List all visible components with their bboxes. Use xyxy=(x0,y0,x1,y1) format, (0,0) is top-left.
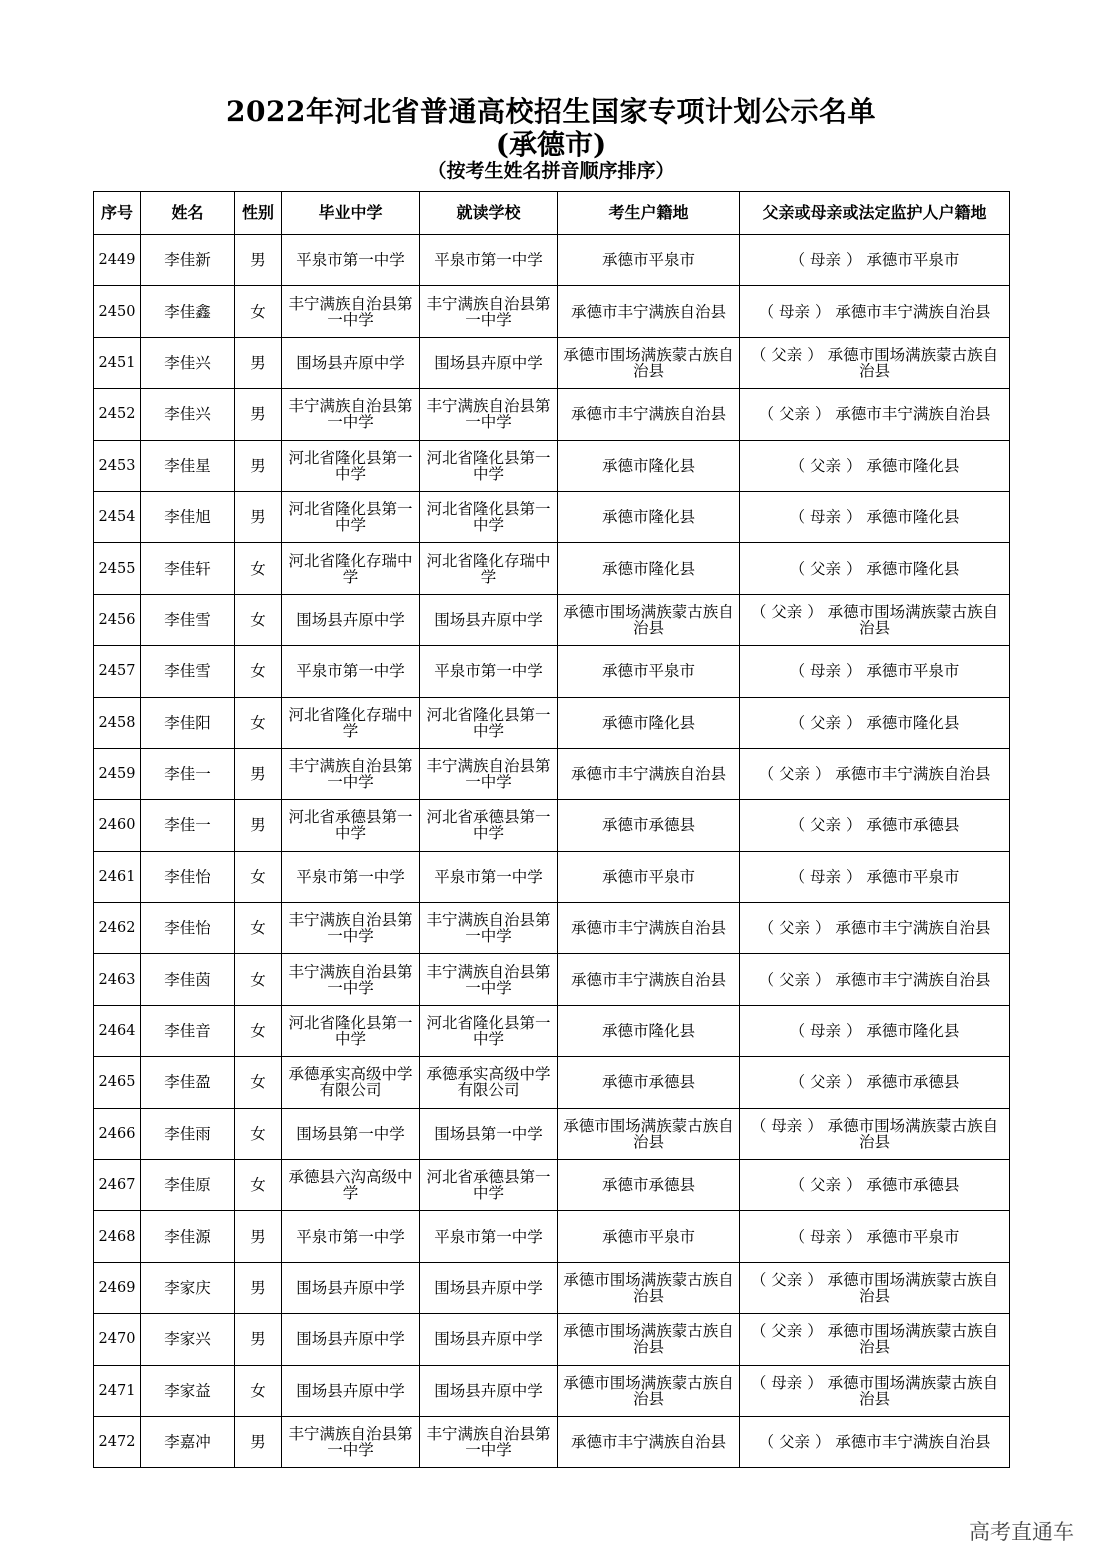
cell-gender: 男 xyxy=(235,337,282,388)
cell-gender: 女 xyxy=(235,1005,282,1056)
cell-guardian-hukou: （ 父亲 ） 承德市承德县 xyxy=(740,800,1010,851)
table-row xyxy=(94,954,1010,1005)
cell-student-hukou: 承德市隆化县 xyxy=(558,491,740,542)
cell-name: 李佳兴 xyxy=(141,389,235,440)
cell-gender: 女 xyxy=(235,1108,282,1159)
cell-student-hukou: 承德市围场满族蒙古族自治县 xyxy=(558,337,740,388)
table-row xyxy=(94,851,1010,902)
cell-gender: 男 xyxy=(235,491,282,542)
cell-name: 李佳盈 xyxy=(141,1057,235,1108)
table-row xyxy=(94,697,1010,748)
cell-name: 李佳兴 xyxy=(141,337,235,388)
cell-current-school: 平泉市第一中学 xyxy=(420,1211,558,1262)
table-row xyxy=(94,389,1010,440)
cell-student-hukou: 承德市围场满族蒙古族自治县 xyxy=(558,1108,740,1159)
cell-current-school: 丰宁满族自治县第一中学 xyxy=(420,748,558,799)
cell-gender: 女 xyxy=(235,594,282,645)
cell-name: 李佳旭 xyxy=(141,491,235,542)
cell-student-hukou: 承德市平泉市 xyxy=(558,646,740,697)
cell-guardian-hukou: （ 父亲 ） 承德市承德县 xyxy=(740,1057,1010,1108)
cell-graduation-school: 承德县六沟高级中学 xyxy=(282,1160,420,1211)
cell-seq: 2472 xyxy=(94,1416,141,1467)
cell-student-hukou: 承德市丰宁满族自治县 xyxy=(558,748,740,799)
cell-gender: 男 xyxy=(235,1211,282,1262)
cell-gender: 女 xyxy=(235,286,282,337)
table-header-row xyxy=(94,192,1010,235)
cell-current-school: 河北省隆化存瑞中学 xyxy=(420,543,558,594)
cell-student-hukou: 承德市承德县 xyxy=(558,1057,740,1108)
cell-current-school: 围场县卉原中学 xyxy=(420,594,558,645)
cell-name: 李佳新 xyxy=(141,235,235,286)
cell-seq: 2457 xyxy=(94,646,141,697)
table-row xyxy=(94,1416,1010,1467)
cell-student-hukou: 承德市围场满族蒙古族自治县 xyxy=(558,1365,740,1416)
cell-student-hukou: 承德市围场满族蒙古族自治县 xyxy=(558,1262,740,1313)
page-title: 2022年河北省普通高校招生国家专项计划公示名单 xyxy=(226,95,876,128)
table-row xyxy=(94,748,1010,799)
cell-current-school: 河北省承德县第一中学 xyxy=(420,1160,558,1211)
cell-seq: 2455 xyxy=(94,543,141,594)
table-row xyxy=(94,1108,1010,1159)
cell-graduation-school: 丰宁满族自治县第一中学 xyxy=(282,903,420,954)
cell-seq: 2450 xyxy=(94,286,141,337)
cell-current-school: 河北省隆化县第一中学 xyxy=(420,1005,558,1056)
cell-guardian-hukou: （ 父亲 ） 承德市隆化县 xyxy=(740,697,1010,748)
cell-seq: 2453 xyxy=(94,440,141,491)
cell-guardian-hukou: （ 父亲 ） 承德市隆化县 xyxy=(740,543,1010,594)
cell-name: 李佳怡 xyxy=(141,903,235,954)
cell-graduation-school: 平泉市第一中学 xyxy=(282,646,420,697)
cell-gender: 女 xyxy=(235,954,282,1005)
cell-guardian-hukou: （ 父亲 ） 承德市隆化县 xyxy=(740,440,1010,491)
table-row xyxy=(94,646,1010,697)
cell-current-school: 河北省隆化县第一中学 xyxy=(420,697,558,748)
cell-graduation-school: 围场县卉原中学 xyxy=(282,1365,420,1416)
cell-gender: 女 xyxy=(235,646,282,697)
cell-gender: 女 xyxy=(235,1365,282,1416)
cell-graduation-school: 围场县卉原中学 xyxy=(282,337,420,388)
cell-student-hukou: 承德市丰宁满族自治县 xyxy=(558,954,740,1005)
header-guardian-hukou: 父亲或母亲或法定监护人户籍地 xyxy=(740,192,1010,235)
cell-name: 李佳一 xyxy=(141,748,235,799)
cell-gender: 男 xyxy=(235,1262,282,1313)
cell-gender: 男 xyxy=(235,389,282,440)
cell-student-hukou: 承德市承德县 xyxy=(558,800,740,851)
cell-student-hukou: 承德市丰宁满族自治县 xyxy=(558,389,740,440)
cell-name: 李佳鑫 xyxy=(141,286,235,337)
cell-seq: 2458 xyxy=(94,697,141,748)
cell-gender: 男 xyxy=(235,1416,282,1467)
cell-guardian-hukou: （ 父亲 ） 承德市围场满族蒙古族自治县 xyxy=(740,594,1010,645)
cell-current-school: 丰宁满族自治县第一中学 xyxy=(420,954,558,1005)
cell-current-school: 平泉市第一中学 xyxy=(420,851,558,902)
cell-gender: 男 xyxy=(235,800,282,851)
cell-name: 李佳星 xyxy=(141,440,235,491)
cell-gender: 女 xyxy=(235,543,282,594)
cell-name: 李家庆 xyxy=(141,1262,235,1313)
cell-name: 李嘉冲 xyxy=(141,1416,235,1467)
table-row xyxy=(94,1262,1010,1313)
cell-guardian-hukou: （ 母亲 ） 承德市围场满族蒙古族自治县 xyxy=(740,1365,1010,1416)
cell-graduation-school: 承德承实高级中学有限公司 xyxy=(282,1057,420,1108)
cell-seq: 2456 xyxy=(94,594,141,645)
cell-student-hukou: 承德市承德县 xyxy=(558,1160,740,1211)
table-row xyxy=(94,1314,1010,1365)
cell-seq: 2467 xyxy=(94,1160,141,1211)
header-gender: 性别 xyxy=(235,192,282,235)
cell-current-school: 围场县卉原中学 xyxy=(420,1365,558,1416)
cell-name: 李佳雨 xyxy=(141,1108,235,1159)
table-row xyxy=(94,1005,1010,1056)
cell-seq: 2460 xyxy=(94,800,141,851)
cell-seq: 2463 xyxy=(94,954,141,1005)
cell-graduation-school: 围场县卉原中学 xyxy=(282,1262,420,1313)
cell-guardian-hukou: （ 父亲 ） 承德市丰宁满族自治县 xyxy=(740,748,1010,799)
page-subtitle-city: (承德市) xyxy=(495,128,607,161)
table-row xyxy=(94,543,1010,594)
table-row xyxy=(94,491,1010,542)
cell-seq: 2469 xyxy=(94,1262,141,1313)
cell-current-school: 河北省隆化县第一中学 xyxy=(420,440,558,491)
cell-seq: 2470 xyxy=(94,1314,141,1365)
cell-guardian-hukou: （ 父亲 ） 承德市丰宁满族自治县 xyxy=(740,1416,1010,1467)
cell-name: 李佳雪 xyxy=(141,646,235,697)
cell-current-school: 围场县卉原中学 xyxy=(420,337,558,388)
cell-name: 李佳一 xyxy=(141,800,235,851)
cell-seq: 2454 xyxy=(94,491,141,542)
cell-student-hukou: 承德市平泉市 xyxy=(558,1211,740,1262)
table-row xyxy=(94,1160,1010,1211)
cell-student-hukou: 承德市丰宁满族自治县 xyxy=(558,903,740,954)
table-row xyxy=(94,800,1010,851)
table-row xyxy=(94,1211,1010,1262)
cell-guardian-hukou: （ 母亲 ） 承德市平泉市 xyxy=(740,646,1010,697)
cell-name: 李家益 xyxy=(141,1365,235,1416)
cell-name: 李佳怡 xyxy=(141,851,235,902)
table-row xyxy=(94,337,1010,388)
cell-guardian-hukou: （ 父亲 ） 承德市丰宁满族自治县 xyxy=(740,389,1010,440)
cell-seq: 2452 xyxy=(94,389,141,440)
cell-graduation-school: 丰宁满族自治县第一中学 xyxy=(282,286,420,337)
cell-student-hukou: 承德市隆化县 xyxy=(558,440,740,491)
cell-name: 李佳阳 xyxy=(141,697,235,748)
cell-guardian-hukou: （ 父亲 ） 承德市围场满族蒙古族自治县 xyxy=(740,1314,1010,1365)
header-current-school: 就读学校 xyxy=(420,192,558,235)
cell-seq: 2449 xyxy=(94,235,141,286)
cell-gender: 男 xyxy=(235,1314,282,1365)
cell-guardian-hukou: （ 母亲 ） 承德市平泉市 xyxy=(740,235,1010,286)
cell-current-school: 丰宁满族自治县第一中学 xyxy=(420,286,558,337)
cell-seq: 2461 xyxy=(94,851,141,902)
cell-name: 李佳音 xyxy=(141,1005,235,1056)
watermark-text: 高考直通车 xyxy=(969,1520,1074,1544)
cell-guardian-hukou: （ 母亲 ） 承德市围场满族蒙古族自治县 xyxy=(740,1108,1010,1159)
cell-graduation-school: 平泉市第一中学 xyxy=(282,1211,420,1262)
cell-graduation-school: 平泉市第一中学 xyxy=(282,851,420,902)
cell-graduation-school: 河北省承德县第一中学 xyxy=(282,800,420,851)
table-row xyxy=(94,286,1010,337)
cell-graduation-school: 围场县卉原中学 xyxy=(282,1314,420,1365)
cell-graduation-school: 河北省隆化县第一中学 xyxy=(282,1005,420,1056)
cell-name: 李佳原 xyxy=(141,1160,235,1211)
cell-gender: 女 xyxy=(235,903,282,954)
cell-current-school: 丰宁满族自治县第一中学 xyxy=(420,1416,558,1467)
cell-gender: 女 xyxy=(235,697,282,748)
cell-name: 李佳雪 xyxy=(141,594,235,645)
table-row xyxy=(94,903,1010,954)
cell-current-school: 丰宁满族自治县第一中学 xyxy=(420,389,558,440)
table-row xyxy=(94,1365,1010,1416)
cell-seq: 2462 xyxy=(94,903,141,954)
cell-current-school: 平泉市第一中学 xyxy=(420,235,558,286)
cell-graduation-school: 丰宁满族自治县第一中学 xyxy=(282,954,420,1005)
cell-current-school: 河北省承德县第一中学 xyxy=(420,800,558,851)
cell-name: 李佳源 xyxy=(141,1211,235,1262)
cell-student-hukou: 承德市丰宁满族自治县 xyxy=(558,1416,740,1467)
cell-seq: 2466 xyxy=(94,1108,141,1159)
page-subtitle-sort-note: （按考生姓名拼音顺序排序） xyxy=(427,160,675,182)
cell-gender: 女 xyxy=(235,851,282,902)
cell-guardian-hukou: （ 母亲 ） 承德市平泉市 xyxy=(740,1211,1010,1262)
header-graduation-school: 毕业中学 xyxy=(282,192,420,235)
cell-guardian-hukou: （ 母亲 ） 承德市隆化县 xyxy=(740,1005,1010,1056)
table-row xyxy=(94,594,1010,645)
cell-current-school: 围场县卉原中学 xyxy=(420,1314,558,1365)
cell-name: 李家兴 xyxy=(141,1314,235,1365)
table-row xyxy=(94,235,1010,286)
cell-gender: 男 xyxy=(235,440,282,491)
cell-seq: 2468 xyxy=(94,1211,141,1262)
cell-seq: 2451 xyxy=(94,337,141,388)
cell-seq: 2471 xyxy=(94,1365,141,1416)
cell-guardian-hukou: （ 父亲 ） 承德市承德县 xyxy=(740,1160,1010,1211)
cell-current-school: 围场县第一中学 xyxy=(420,1108,558,1159)
header-name: 姓名 xyxy=(141,192,235,235)
cell-guardian-hukou: （ 母亲 ） 承德市丰宁满族自治县 xyxy=(740,286,1010,337)
cell-graduation-school: 围场县第一中学 xyxy=(282,1108,420,1159)
table-row xyxy=(94,440,1010,491)
cell-student-hukou: 承德市平泉市 xyxy=(558,235,740,286)
cell-seq: 2464 xyxy=(94,1005,141,1056)
cell-graduation-school: 丰宁满族自治县第一中学 xyxy=(282,389,420,440)
cell-current-school: 承德承实高级中学有限公司 xyxy=(420,1057,558,1108)
cell-gender: 女 xyxy=(235,1160,282,1211)
cell-graduation-school: 河北省隆化存瑞中学 xyxy=(282,697,420,748)
cell-seq: 2459 xyxy=(94,748,141,799)
cell-student-hukou: 承德市平泉市 xyxy=(558,851,740,902)
cell-graduation-school: 丰宁满族自治县第一中学 xyxy=(282,1416,420,1467)
cell-current-school: 围场县卉原中学 xyxy=(420,1262,558,1313)
cell-guardian-hukou: （ 父亲 ） 承德市丰宁满族自治县 xyxy=(740,903,1010,954)
cell-guardian-hukou: （ 父亲 ） 承德市丰宁满族自治县 xyxy=(740,954,1010,1005)
cell-graduation-school: 河北省隆化县第一中学 xyxy=(282,440,420,491)
cell-seq: 2465 xyxy=(94,1057,141,1108)
cell-graduation-school: 河北省隆化县第一中学 xyxy=(282,491,420,542)
cell-gender: 男 xyxy=(235,235,282,286)
cell-student-hukou: 承德市隆化县 xyxy=(558,1005,740,1056)
admission-list-table xyxy=(93,191,1010,1468)
cell-student-hukou: 承德市围场满族蒙古族自治县 xyxy=(558,594,740,645)
cell-graduation-school: 丰宁满族自治县第一中学 xyxy=(282,748,420,799)
cell-guardian-hukou: （ 父亲 ） 承德市围场满族蒙古族自治县 xyxy=(740,1262,1010,1313)
cell-current-school: 平泉市第一中学 xyxy=(420,646,558,697)
cell-current-school: 丰宁满族自治县第一中学 xyxy=(420,903,558,954)
cell-graduation-school: 河北省隆化存瑞中学 xyxy=(282,543,420,594)
table-row xyxy=(94,1057,1010,1108)
cell-guardian-hukou: （ 父亲 ） 承德市围场满族蒙古族自治县 xyxy=(740,337,1010,388)
header-seq: 序号 xyxy=(94,192,141,235)
cell-student-hukou: 承德市围场满族蒙古族自治县 xyxy=(558,1314,740,1365)
cell-graduation-school: 平泉市第一中学 xyxy=(282,235,420,286)
cell-guardian-hukou: （ 母亲 ） 承德市隆化县 xyxy=(740,491,1010,542)
cell-graduation-school: 围场县卉原中学 xyxy=(282,594,420,645)
cell-name: 李佳茵 xyxy=(141,954,235,1005)
cell-current-school: 河北省隆化县第一中学 xyxy=(420,491,558,542)
cell-gender: 女 xyxy=(235,1057,282,1108)
header-student-hukou: 考生户籍地 xyxy=(558,192,740,235)
cell-gender: 男 xyxy=(235,748,282,799)
cell-name: 李佳轩 xyxy=(141,543,235,594)
cell-guardian-hukou: （ 母亲 ） 承德市平泉市 xyxy=(740,851,1010,902)
cell-student-hukou: 承德市隆化县 xyxy=(558,697,740,748)
cell-student-hukou: 承德市隆化县 xyxy=(558,543,740,594)
cell-student-hukou: 承德市丰宁满族自治县 xyxy=(558,286,740,337)
